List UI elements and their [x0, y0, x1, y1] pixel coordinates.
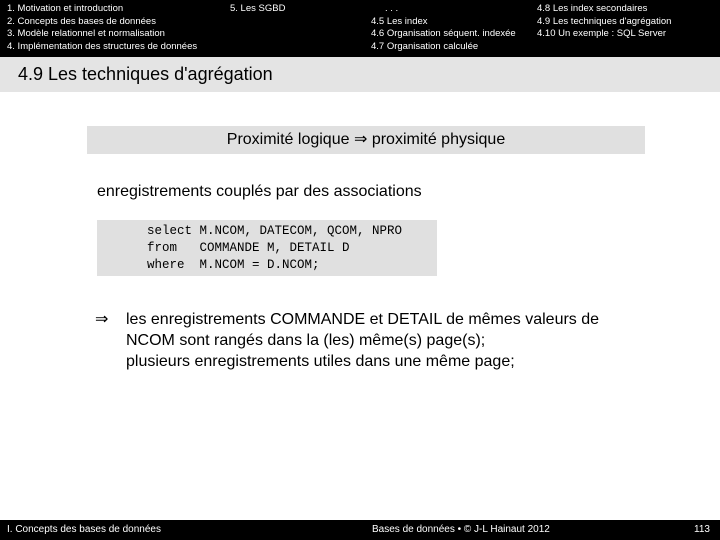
nav-chapter-5-column	[230, 3, 285, 16]
nav-item-chapter-1[interactable]: 1. Motivation et introduction	[7, 3, 124, 14]
code-line-where: where M.NCOM = D.NCOM;	[147, 258, 320, 272]
code-line-from: from COMMANDE M, DETAIL D	[147, 241, 350, 255]
page-number: 113	[694, 524, 710, 535]
proximity-box	[87, 126, 645, 154]
sql-code-block	[97, 220, 437, 276]
nav-sections-right	[537, 3, 671, 41]
proximity-logical: Proximité logique	[226, 131, 350, 148]
title-bar	[0, 57, 720, 92]
nav-chapters	[7, 3, 197, 53]
nav-sections-middle	[371, 3, 516, 53]
nav-item-chapter-3[interactable]: 3. Modèle relationnel et normalisation	[7, 28, 165, 39]
proximity-physical: proximité physique	[371, 131, 506, 148]
slide-title: 4.9 Les techniques d'agrégation	[18, 64, 273, 84]
nav-item-ellipsis: . . .	[385, 3, 399, 14]
nav-item-chapter-2[interactable]: 2. Concepts des bases de données	[7, 15, 156, 27]
nav-item-4-6[interactable]: 4.6 Organisation séquent. indexée	[371, 28, 516, 39]
nav-item-4-10[interactable]: 4.10 Un exemple : SQL Server	[537, 28, 667, 39]
nav-item-4-9[interactable]: 4.9 Les techniques d'agrégation	[537, 15, 672, 27]
implies-arrow-icon: ⇒	[353, 131, 368, 148]
footer	[0, 520, 720, 540]
footer-chapter: I. Concepts des bases de données	[7, 524, 161, 535]
nav-item-chapter-4[interactable]: 4. Implémentation des structures de données	[7, 40, 198, 52]
conclusion-line-1: les enregistrements COMMANDE et DETAIL de mêmes valeurs de	[126, 311, 600, 328]
code-line-select: select M.NCOM, DATECOM, QCOM, NPRO	[147, 224, 403, 238]
footer-copyright: Bases de données • © J-L Hainaut 2012	[372, 524, 550, 535]
intro-text: enregistrements couplés par des associations	[97, 183, 422, 200]
nav-item-4-8[interactable]: 4.8 Les index secondaires	[537, 3, 648, 14]
nav-item-4-5[interactable]: 4.5 Les index	[371, 15, 428, 27]
conclusion-line-2: NCOM sont rangés dans la (les) même(s) page(s);	[126, 332, 486, 349]
conclusion-line-3: plusieurs enregistrements utiles dans une même page;	[126, 353, 515, 370]
implies-arrow-icon: ⇒	[95, 311, 109, 328]
header-navigation	[0, 0, 720, 57]
nav-item-chapter-5[interactable]: 5. Les SGBD	[230, 3, 286, 14]
nav-item-4-7[interactable]: 4.7 Organisation calculée	[371, 40, 479, 52]
